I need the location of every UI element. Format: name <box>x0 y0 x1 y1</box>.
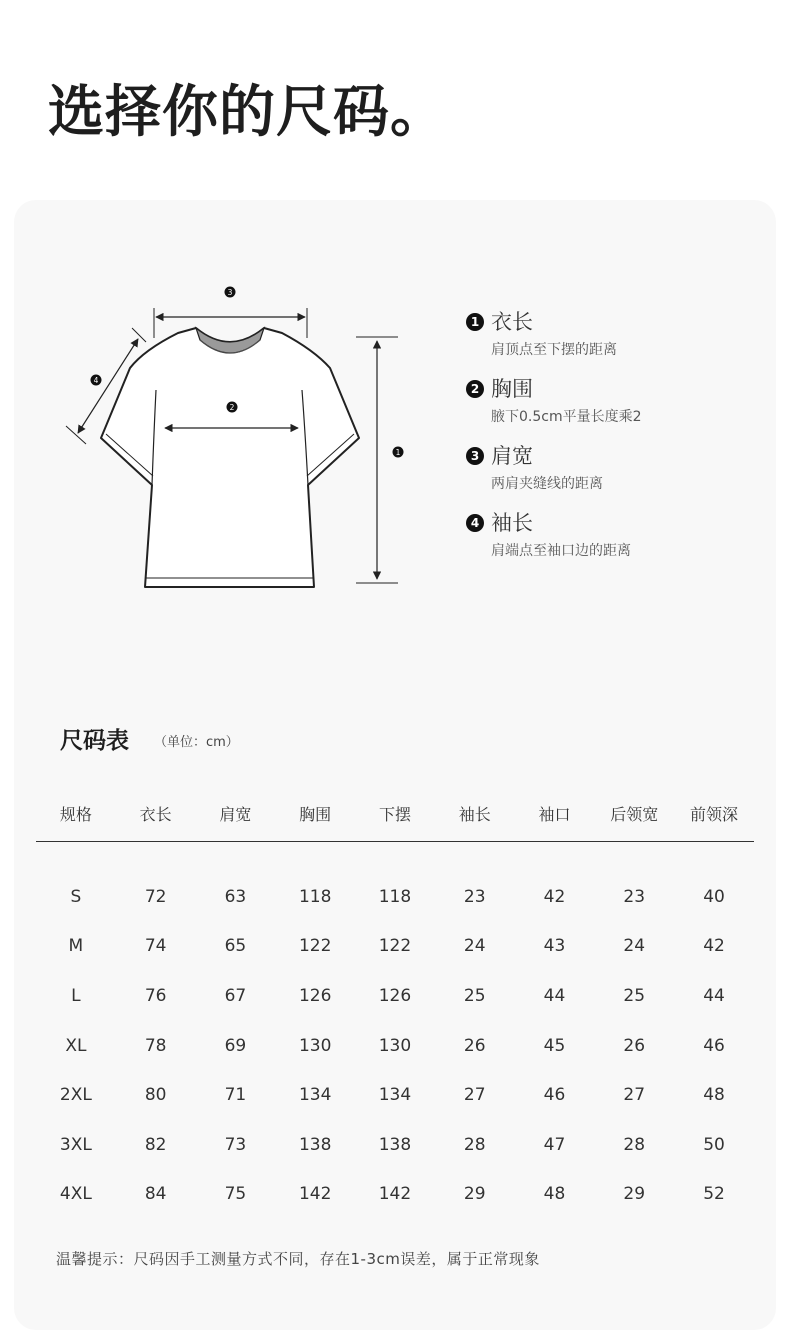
legend-description: 肩端点至袖口边的距离 <box>491 543 631 559</box>
table-cell: 43 <box>543 936 566 957</box>
table-cell: 48 <box>703 1085 725 1106</box>
legend-number-badge: 2 <box>466 380 484 398</box>
legend-item-length <box>466 308 766 375</box>
table-cell: 27 <box>623 1085 646 1106</box>
legend-number-badge: 1 <box>466 313 484 331</box>
legend-title: 胸围 <box>491 377 533 401</box>
legend-number-badge: 4 <box>466 514 484 532</box>
table-cell: 24 <box>463 936 486 957</box>
table-cell: 73 <box>224 1134 247 1155</box>
table-cell: 4XL <box>59 1184 92 1205</box>
table-cell: 138 <box>298 1134 332 1155</box>
table-cell: 126 <box>378 985 412 1006</box>
table-cell: 82 <box>144 1134 167 1155</box>
size-chart-unit: （单位：cm） <box>154 735 239 750</box>
table-cell: 46 <box>543 1085 566 1106</box>
table-cell: 44 <box>703 985 725 1006</box>
header-length: 衣长 <box>116 785 196 842</box>
table-cell: XL <box>65 1035 87 1056</box>
table-cell: 27 <box>463 1085 486 1106</box>
table-cell: 26 <box>463 1035 486 1056</box>
table-cell: 84 <box>144 1184 167 1205</box>
table-cell: 126 <box>298 985 332 1006</box>
table-cell: 78 <box>144 1035 167 1056</box>
legend-title: 肩宽 <box>491 444 533 468</box>
table-row <box>36 971 754 1021</box>
table-cell: 130 <box>298 1035 332 1056</box>
table-cell: 23 <box>623 886 646 907</box>
table-cell: 24 <box>623 936 646 957</box>
table-cell: 122 <box>378 936 412 957</box>
table-cell: 72 <box>144 886 167 907</box>
table-cell: 40 <box>703 886 725 907</box>
table-cell: 28 <box>463 1134 486 1155</box>
legend-item-chest <box>466 375 766 442</box>
marker-2-label: 2 <box>229 403 235 412</box>
table-cell: 29 <box>623 1184 646 1205</box>
header-sleeve-length: 袖长 <box>435 785 515 842</box>
header-shoulder: 肩宽 <box>196 785 276 842</box>
legend-description: 肩顶点至下摆的距离 <box>491 342 617 358</box>
legend-title: 袖长 <box>491 511 533 535</box>
legend-description: 腋下0.5cm平量长度乘2 <box>491 409 642 425</box>
table-cell: 76 <box>144 985 167 1006</box>
table-cell: 122 <box>298 936 332 957</box>
table-cell: 28 <box>623 1134 646 1155</box>
table-cell: 23 <box>463 886 486 907</box>
table-cell: 118 <box>298 886 332 907</box>
table-cell: 48 <box>543 1184 566 1205</box>
table-cell: 45 <box>543 1035 566 1056</box>
tshirt-outline-icon <box>101 328 359 587</box>
table-cell: 130 <box>378 1035 412 1056</box>
table-cell: 25 <box>623 985 646 1006</box>
measurement-legend <box>466 308 766 576</box>
table-cell: 26 <box>623 1035 646 1056</box>
table-cell: 142 <box>378 1184 412 1205</box>
size-chart-title: 尺码表 <box>60 728 129 754</box>
table-cell: 46 <box>703 1035 725 1056</box>
legend-item-shoulder <box>466 442 766 509</box>
table-cell: 42 <box>703 936 725 957</box>
table-cell: S <box>70 886 82 907</box>
table-cell: 69 <box>224 1035 247 1056</box>
table-cell: 67 <box>224 985 247 1006</box>
header-spec: 规格 <box>36 785 116 842</box>
tshirt-measurement-diagram <box>14 200 454 620</box>
header-cuff: 袖口 <box>515 785 595 842</box>
header-chest: 胸围 <box>275 785 355 842</box>
header-back-neck-width: 后领宽 <box>594 785 674 842</box>
table-row <box>36 922 754 972</box>
header-hem: 下摆 <box>355 785 435 842</box>
legend-description: 两肩夹缝线的距离 <box>491 476 603 492</box>
measurement-tip: 温馨提示：尺码因手工测量方式不同，存在1-3cm误差，属于正常现象 <box>56 1250 540 1268</box>
table-cell: 74 <box>144 936 167 957</box>
table-row <box>36 1021 754 1071</box>
table-cell: 65 <box>224 936 247 957</box>
legend-number-badge: 3 <box>466 447 484 465</box>
table-cell: 42 <box>543 886 566 907</box>
table-cell: 63 <box>224 886 247 907</box>
table-cell: 3XL <box>59 1134 92 1155</box>
table-cell: 50 <box>703 1134 725 1155</box>
table-cell: 118 <box>378 886 412 907</box>
legend-item-sleeve <box>466 509 766 576</box>
size-guide-card <box>14 200 776 1330</box>
table-cell: M <box>68 936 84 957</box>
size-chart-header-row <box>36 785 754 842</box>
table-cell: 134 <box>378 1085 412 1106</box>
table-cell: 75 <box>224 1184 247 1205</box>
table-cell: 138 <box>378 1134 412 1155</box>
table-cell: 29 <box>463 1184 486 1205</box>
table-cell: 44 <box>543 985 566 1006</box>
table-cell: 25 <box>463 985 486 1006</box>
table-cell: 2XL <box>59 1085 92 1106</box>
table-cell: 71 <box>224 1085 247 1106</box>
marker-4-label: 4 <box>93 376 99 385</box>
table-row <box>36 842 754 922</box>
table-row <box>36 1070 754 1120</box>
marker-1-label: 1 <box>395 448 401 457</box>
table-cell: 134 <box>298 1085 332 1106</box>
table-row <box>36 1170 754 1220</box>
table-cell: 47 <box>543 1134 566 1155</box>
table-cell: L <box>71 985 81 1006</box>
table-cell: 142 <box>298 1184 332 1205</box>
header-front-neck-depth: 前领深 <box>674 785 754 842</box>
table-cell: 52 <box>703 1184 725 1205</box>
size-chart-table <box>36 785 754 1219</box>
legend-title: 衣长 <box>491 310 533 334</box>
table-cell: 80 <box>144 1085 167 1106</box>
page-title: 选择你的尺码。 <box>48 80 447 145</box>
marker-3-label: 3 <box>227 288 233 297</box>
table-row <box>36 1120 754 1170</box>
